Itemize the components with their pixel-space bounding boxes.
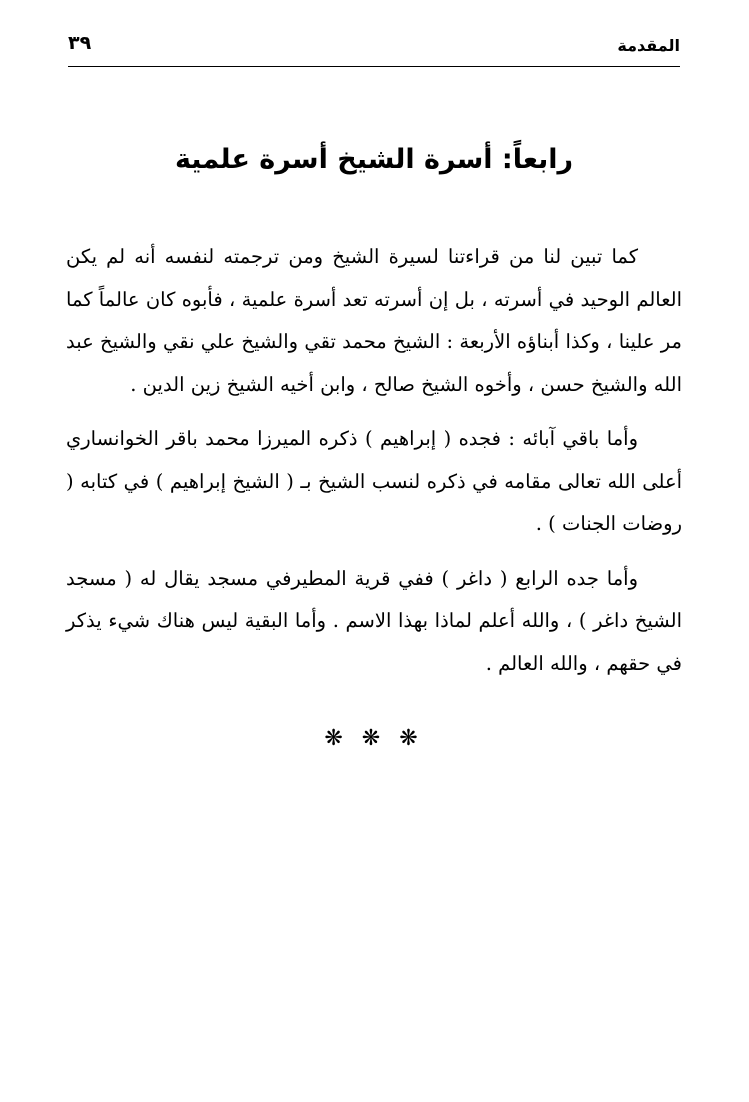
section-heading: رابعاً: أسرة الشيخ أسرة علمية: [174, 144, 574, 175]
page-number: ٣٩: [68, 32, 92, 54]
paragraph: وأما باقي آبائه : فجده ( إبراهيم ) ذكره الميرزا محمد باقر الخوانساري أعلى الله تعالى مقامه في ذكره لنسب الشيخ بـ ( الشيخ إبراهيم ) في كتابه ( روضات الجنات ) .: [66, 427, 682, 535]
section-separator: ❋ ❋ ❋: [324, 726, 424, 751]
running-header: [68, 30, 680, 67]
body-text: [66, 236, 682, 697]
running-title: المقدمة: [617, 36, 680, 55]
paragraph: كما تبين لنا من قراءتنا لسيرة الشيخ ومن ترجمته لنفسه أنه لم يكن العالم الوحيد في أسرته ، بل إن أسرته تعد أسرة علمية ، فأبوه كان عالماً كما مر علينا ، وكذا أبناؤه الأربعة : الشيخ محمد تقي والشيخ علي نقي والشيخ عبد الله والشيخ حسن ، وأخوه الشيخ صالح ، وابن أخيه الشيخ زين الدين .: [66, 245, 682, 396]
paragraph: وأما جده الرابع ( داغر ) ففي قرية المطيرفي مسجد يقال له ( مسجد الشيخ داغر ) ، والله أعلم لماذا بهذا الاسم . وأما البقية ليس هناك شيء يذكر في حقهم ، والله العالم .: [66, 566, 682, 675]
